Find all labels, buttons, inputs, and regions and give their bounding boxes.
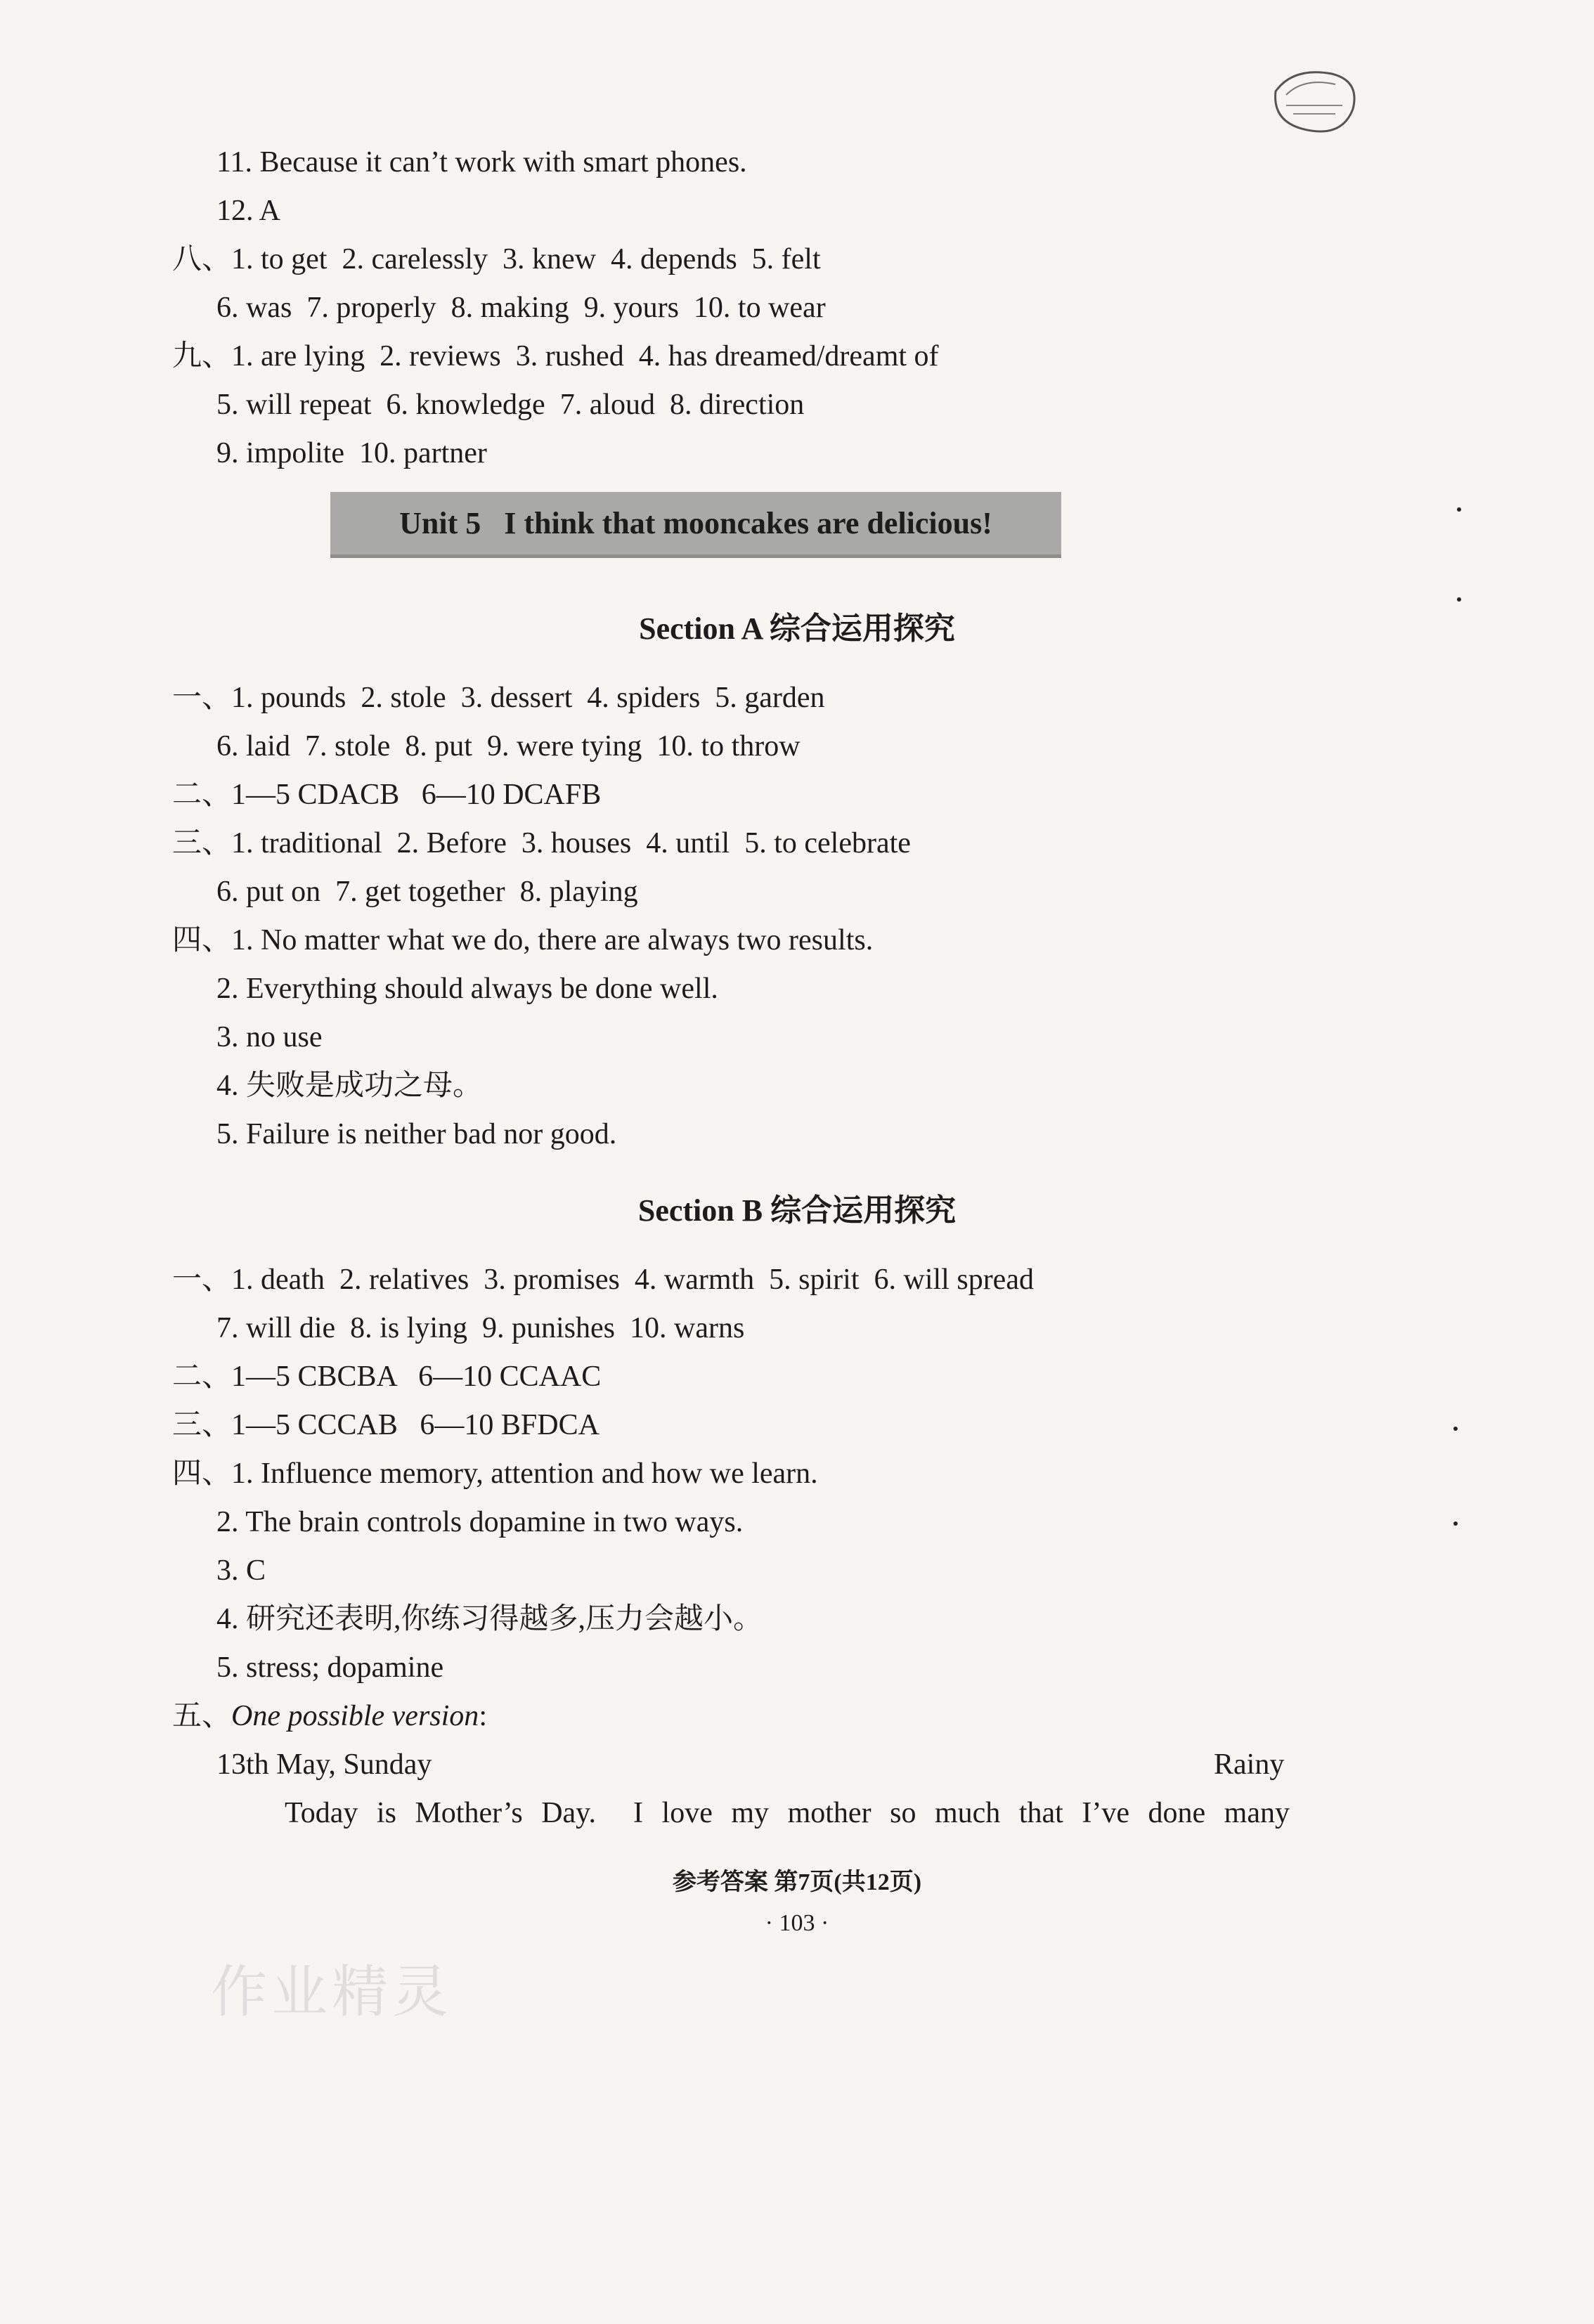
- answer-line: 九、1. are lying 2. reviews 3. rushed 4. has dreamed/dreamt of: [172, 340, 939, 372]
- scan-speck: [1453, 1521, 1458, 1526]
- essay-heading: [172, 1696, 487, 1736]
- answer-line: 6. was 7. properly 8. making 9. yours 10. to wear: [216, 292, 826, 324]
- page-number: · 103 ·: [765, 1910, 829, 1936]
- answer-line: 5. stress; dopamine: [216, 1651, 444, 1684]
- answer-line: 7. will die 8. is lying 9. punishes 10. warns: [216, 1312, 745, 1344]
- answer-line: 三、1. traditional 2. Before 3. houses 4. until 5. to celebrate: [172, 827, 911, 859]
- answer-line: 3. C: [216, 1554, 266, 1587]
- answer-line: 八、1. to get 2. carelessly 3. knew 4. depends 5. felt: [172, 243, 821, 275]
- essay-weather: Rainy: [1214, 1748, 1285, 1781]
- page-footer: 参考答案 第7页(共12页): [672, 1869, 922, 1895]
- answer-line: 一、1. pounds 2. stole 3. dessert 4. spiders 5. garden: [172, 682, 825, 714]
- scan-speck: [1457, 597, 1461, 602]
- answer-line: 5. Failure is neither bad nor good.: [216, 1118, 617, 1150]
- answer-line: 4. 失败是成功之母。: [216, 1070, 483, 1102]
- unit-title: Unit 5 I think that mooncakes are delicious!: [399, 506, 992, 540]
- answer-line: 4. 研究还表明,你练习得越多,压力会越小。: [216, 1603, 763, 1635]
- answer-line: 5. will repeat 6. knowledge 7. aloud 8. direction: [216, 389, 805, 421]
- essay-date: 13th May, Sunday: [216, 1748, 432, 1781]
- answer-line: 四、1. Influence memory, attention and how we learn.: [172, 1458, 818, 1490]
- section-a-title: Section A 综合运用探究: [639, 611, 955, 646]
- essay-body: Today is Mother’s Day. I love my mother so much that I’ve done many: [285, 1797, 1290, 1829]
- answer-line: 3. no use: [216, 1021, 323, 1053]
- answer-line: 2. Everything should always be done well.: [216, 973, 718, 1005]
- section-b-title: Section B 综合运用探究: [637, 1193, 957, 1228]
- answer-line: 6. laid 7. stole 8. put 9. were tying 10. to throw: [216, 730, 801, 762]
- answer-line: 二、1—5 CDACB 6—10 DCAFB: [172, 779, 602, 811]
- answer-line: 2. The brain controls dopamine in two ways.: [216, 1506, 744, 1538]
- answer-line: 二、1—5 CBCBA 6—10 CCAAC: [172, 1361, 602, 1393]
- scan-speck: [1453, 1427, 1458, 1431]
- answer-line: 三、1—5 CCCAB 6—10 BFDCA: [172, 1409, 600, 1441]
- stamp-logo: [1265, 63, 1363, 141]
- answer-line: 四、1. No matter what we do, there are always two results.: [172, 924, 874, 956]
- essay-suffix: :: [479, 1700, 487, 1732]
- unit-title-banner: [330, 492, 1061, 558]
- answer-line: 6. put on 7. get together 8. playing: [216, 876, 638, 908]
- essay-label: One possible version: [231, 1700, 479, 1732]
- answer-line: 11. Because it can’t work with smart phones.: [216, 146, 747, 178]
- answer-line: 12. A: [216, 195, 281, 227]
- essay-prefix: 五、: [172, 1700, 232, 1732]
- answer-line: 一、1. death 2. relatives 3. promises 4. warmth 5. spirit 6. will spread: [172, 1264, 1034, 1296]
- scan-speck: [1457, 507, 1461, 512]
- answer-line: 9. impolite 10. partner: [216, 437, 487, 469]
- watermark: 作业精灵: [211, 1959, 453, 2025]
